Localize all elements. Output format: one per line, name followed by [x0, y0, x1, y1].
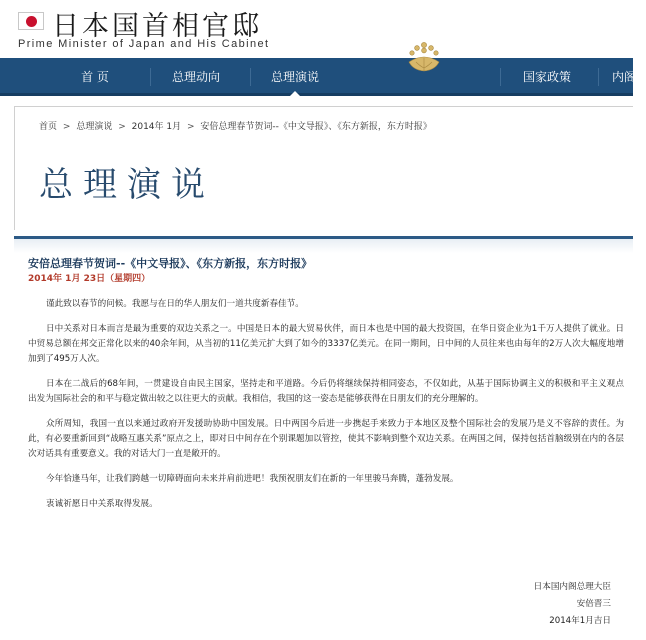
signature-name: 安倍晋三 [576, 599, 611, 609]
article-date: 2014年 1月 23日（星期四） [28, 274, 151, 284]
site-title[interactable]: 日本国首相官邸 [52, 11, 262, 42]
breadcrumb [39, 119, 432, 132]
article-top-shade [14, 239, 633, 253]
paulownia-emblem-icon [405, 40, 443, 76]
breadcrumb-separator: > [187, 122, 195, 132]
japan-flag-icon [18, 12, 44, 30]
article-title: 安倍总理春节贺词--《中文导报》、《东方新报，东方时报》 [28, 257, 313, 270]
site-header [0, 0, 633, 58]
nav-item-home[interactable]: 首 页 [81, 70, 109, 84]
signature-office: 日本国内阁总理大臣 [533, 582, 611, 592]
article-body [28, 297, 624, 522]
signature-block [534, 579, 611, 630]
nav-item-pm-speeches[interactable]: 总理演说 [257, 58, 333, 96]
breadcrumb-home[interactable]: 首页 [39, 122, 58, 132]
article-paragraph: 谨此致以春节的问候。我愿与在日的华人朋友们一道共度新春佳节。 [46, 299, 304, 309]
page-header-panel [14, 106, 633, 230]
article [14, 236, 633, 640]
nav-item-national-policy[interactable]: 国家政策 [522, 70, 571, 84]
article-paragraph: 衷诚祈愿日中关系取得发展。 [46, 499, 158, 509]
nav-divider [250, 68, 251, 86]
article-paragraph: 众所周知，我国一直以来通过政府开发援助协助中国发展。日中两国今后进一步携起手来致力于本地区及整个国际社会的发展乃是义不容辞的责任。为此，有必要重新回到“战略互惠关系”原点之上，即对日中间存在个别课题加以管控，使其不影响到整个双边关系。在两国之间，保持包括首脑级别在内的各层次对话具有重要意义。我的对话大门一直是敞开的。 [28, 419, 624, 459]
article-paragraph: 今年恰逢马年，让我们跨越一切障碍面向未来并肩前进吧！我预祝朋友们在新的一年里骏马奔腾，蓬勃发展。 [46, 474, 459, 484]
nav-item-pm-activities[interactable]: 总理动向 [171, 70, 220, 84]
breadcrumb-speeches[interactable]: 总理演说 [76, 122, 113, 132]
nav-divider [598, 68, 599, 86]
nav-divider [150, 68, 151, 86]
nav-item-cabinet[interactable]: 内阁 [612, 70, 637, 84]
breadcrumb-current: 安倍总理春节贺词--《中文导报》、《东方新报，东方时报》 [200, 122, 432, 132]
article-paragraph: 日中关系对日本而言是最为重要的双边关系之一。中国是日本的最大贸易伙伴，而日本也是中国的最大投资国，在华日资企业为1千万人提供了就业。日中贸易总额在邦交正常化以来的40余年间，从当初的11亿美元扩大到了如今的3337亿美元。在同一期间，日中间的人员往来也由每年的2万人次大幅度地增加到了495万人次。 [28, 324, 624, 364]
page-title: 总理演说 [39, 165, 215, 205]
main-navigation [0, 58, 637, 96]
breadcrumb-separator: > [118, 122, 126, 132]
site-subtitle: Prime Minister of Japan and His Cabinet [18, 38, 270, 50]
breadcrumb-month[interactable]: 2014年 1月 [131, 122, 182, 132]
article-paragraph: 日本在二战后的68年间，一贯建设自由民主国家，坚持走和平道路。今后仍将继续保持相同姿态，不仅如此，从基于国际协调主义的积极和平主义观点出发为国际社会的和平与稳定做出较之以往更大的贡献。我相信，我国的这一姿态是能够获得在日朋友们的充分理解的。 [28, 379, 624, 404]
nav-divider [500, 68, 501, 86]
breadcrumb-separator: > [62, 122, 71, 132]
signature-date: 2014年1月吉日 [549, 616, 611, 626]
